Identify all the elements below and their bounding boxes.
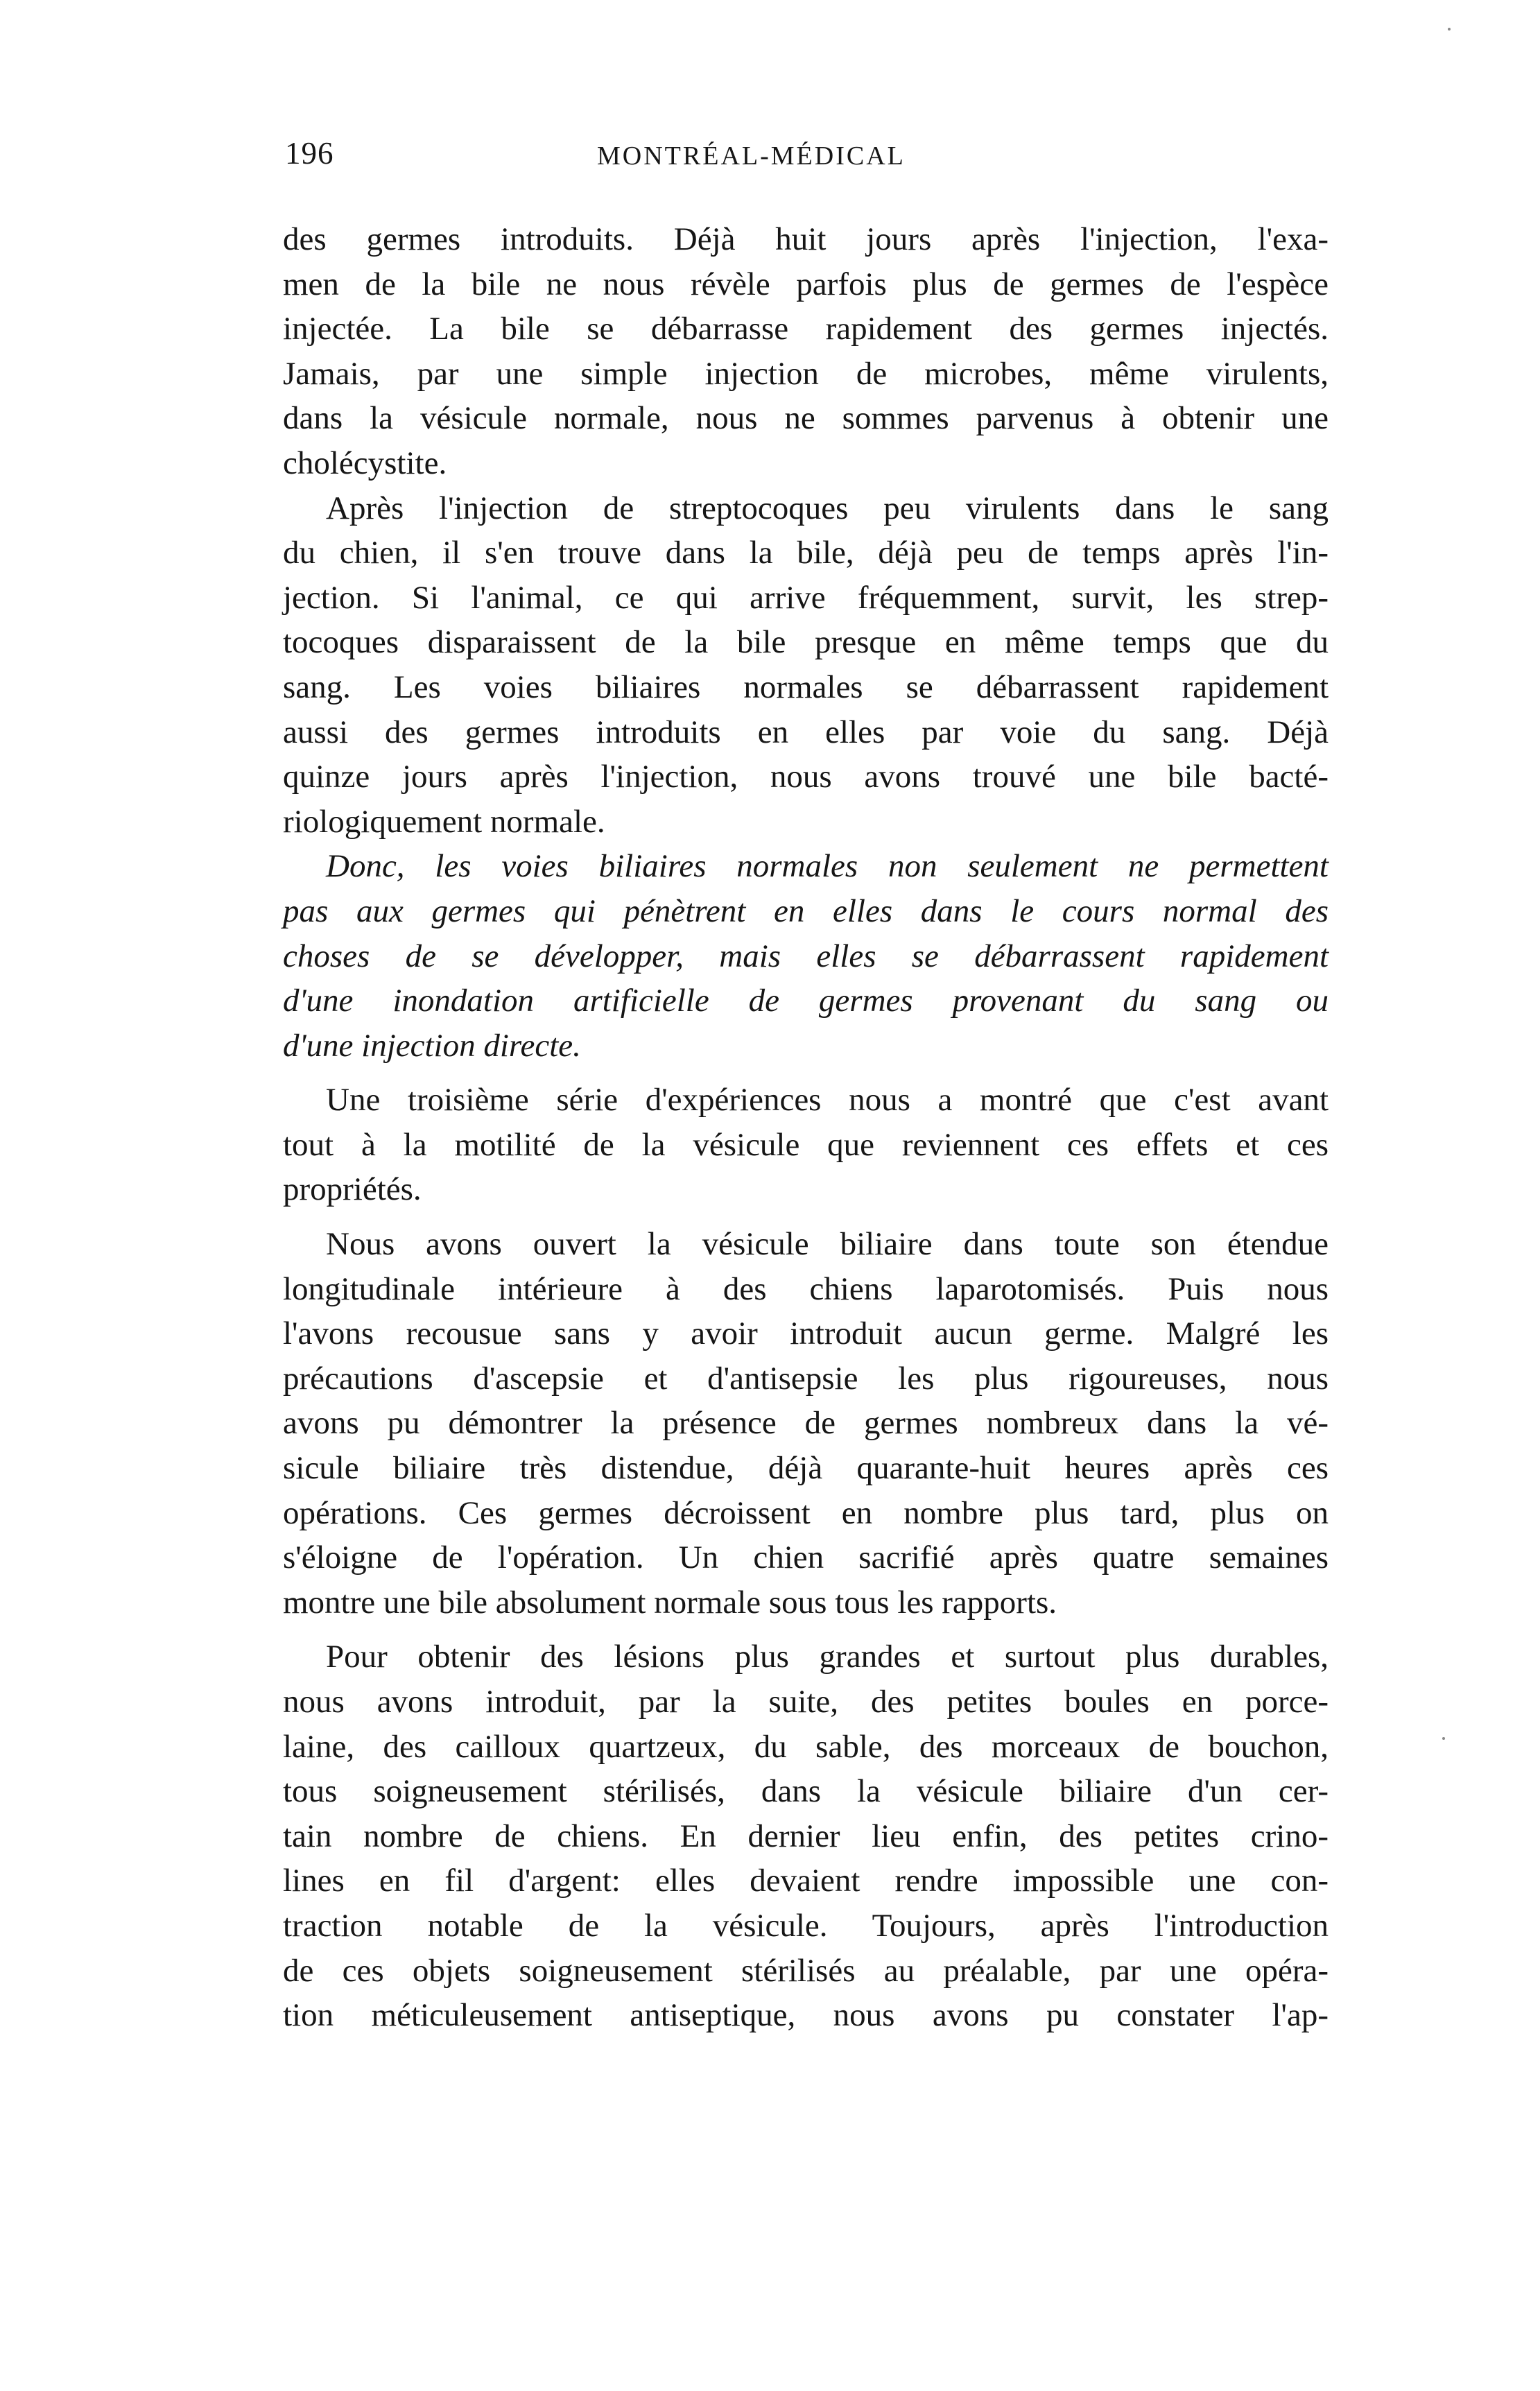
text-line: quinze jours après l'injection, nous avons trouvé une bile bacté-: [283, 759, 1329, 795]
text-line: Nous avons ouvert la vésicule biliaire dans toute son étendue: [326, 1226, 1329, 1263]
text-line: précautions d'ascepsie et d'antisepsie les plus rigoureuses, nous: [283, 1360, 1329, 1397]
text-line: choses de se développer, mais elles se débarrassent rapidement: [283, 938, 1329, 974]
text-line: d'une injection directe.: [283, 1027, 581, 1064]
text-line: sicule biliaire très distendue, déjà quarante-huit heures après ces: [283, 1450, 1329, 1487]
text-line: aussi des germes introduits en elles par voie du sang. Déjà: [283, 714, 1329, 750]
paragraph: [283, 1634, 1329, 2037]
text-line: cholécystite.: [283, 444, 447, 481]
text-line: sang. Les voies biliaires normales se débarrassent rapidement: [283, 668, 1329, 705]
text-line: tout à la motilité de la vésicule que reviennent ces effets et ces: [283, 1126, 1329, 1163]
text-line: des germes introduits. Déjà huit jours après l'injection, l'exa-: [283, 221, 1329, 257]
text-line: Jamais, par une simple injection de microbes, même virulents,: [283, 355, 1329, 392]
text-line: men de la bile ne nous révèle parfois plus de germes de l'espèce: [283, 266, 1329, 302]
text-line: s'éloigne de l'opération. Un chien sacrifié après quatre semaines: [283, 1539, 1329, 1576]
paragraph: [283, 1078, 1329, 1212]
text-line: jection. Si l'animal, ce qui arrive fréquemment, survit, les strep-: [283, 579, 1329, 616]
text-line: lines en fil d'argent: elles devaient rendre impossible une con-: [283, 1863, 1329, 1899]
text-line: longitudinale intérieure à des chiens laparotomisés. Puis nous: [283, 1270, 1329, 1307]
text-line: Donc, les voies biliaires normales non seulement ne permettent: [326, 848, 1329, 885]
paragraph: [283, 1222, 1329, 1625]
page-header: [285, 135, 1329, 177]
body-text: [283, 217, 1329, 2038]
text-line: laine, des cailloux quartzeux, du sable, des morceaux de bouchon,: [283, 1728, 1329, 1765]
text-line: Une troisième série d'expériences nous a montré que c'est avant: [326, 1082, 1329, 1119]
text-line: traction notable de la vésicule. Toujours, après l'introduction: [283, 1907, 1329, 1944]
text-line: avons pu démontrer la présence de germes nombreux dans la vé-: [283, 1405, 1329, 1442]
text-line: tocoques disparaissent de la bile presque en même temps que du: [283, 624, 1329, 661]
paragraph: [283, 217, 1329, 486]
text-line: du chien, il s'en trouve dans la bile, déjà peu de temps après l'in-: [283, 535, 1329, 571]
text-line: nous avons introduit, par la suite, des petites boules en porce-: [283, 1684, 1329, 1720]
text-line: pas aux germes qui pénètrent en elles dans le cours normal des: [283, 892, 1329, 929]
scan-speck: [1442, 1737, 1445, 1740]
paragraph: [283, 486, 1329, 845]
italic-paragraph: [283, 844, 1329, 1068]
scan-speck: [1448, 28, 1451, 31]
text-line: tous soigneusement stérilisés, dans la vésicule biliaire d'un cer-: [283, 1773, 1329, 1810]
text-line: tion méticuleusement antiseptique, nous avons pu constater l'ap-: [283, 1997, 1329, 2034]
text-line: l'avons recousue sans y avoir introduit aucun germe. Malgré les: [283, 1315, 1329, 1352]
running-title: MONTRÉAL-MÉDICAL: [597, 141, 906, 171]
text-line: riologiquement normale.: [283, 803, 605, 840]
page-number: 196: [285, 136, 334, 171]
text-line: montre une bile absolument normale sous tous les rapports.: [283, 1584, 1057, 1621]
text-line: tain nombre de chiens. En dernier lieu enfin, des petites crino-: [283, 1818, 1329, 1854]
text-line: injectée. La bile se débarrasse rapidement des germes injectés.: [283, 311, 1329, 347]
text-line: Pour obtenir des lésions plus grandes et surtout plus durables,: [326, 1639, 1329, 1675]
text-line: d'une inondation artificielle de germes provenant du sang ou: [283, 983, 1329, 1019]
text-line: de ces objets soigneusement stérilisés au préalable, par une opéra-: [283, 1952, 1329, 1989]
text-line: dans la vésicule normale, nous ne sommes parvenus à obtenir une: [283, 400, 1329, 437]
text-line: propriétés.: [283, 1171, 422, 1208]
text-line: opérations. Ces germes décroissent en nombre plus tard, plus on: [283, 1494, 1329, 1531]
text-line: Après l'injection de streptocoques peu virulents dans le sang: [326, 490, 1329, 526]
